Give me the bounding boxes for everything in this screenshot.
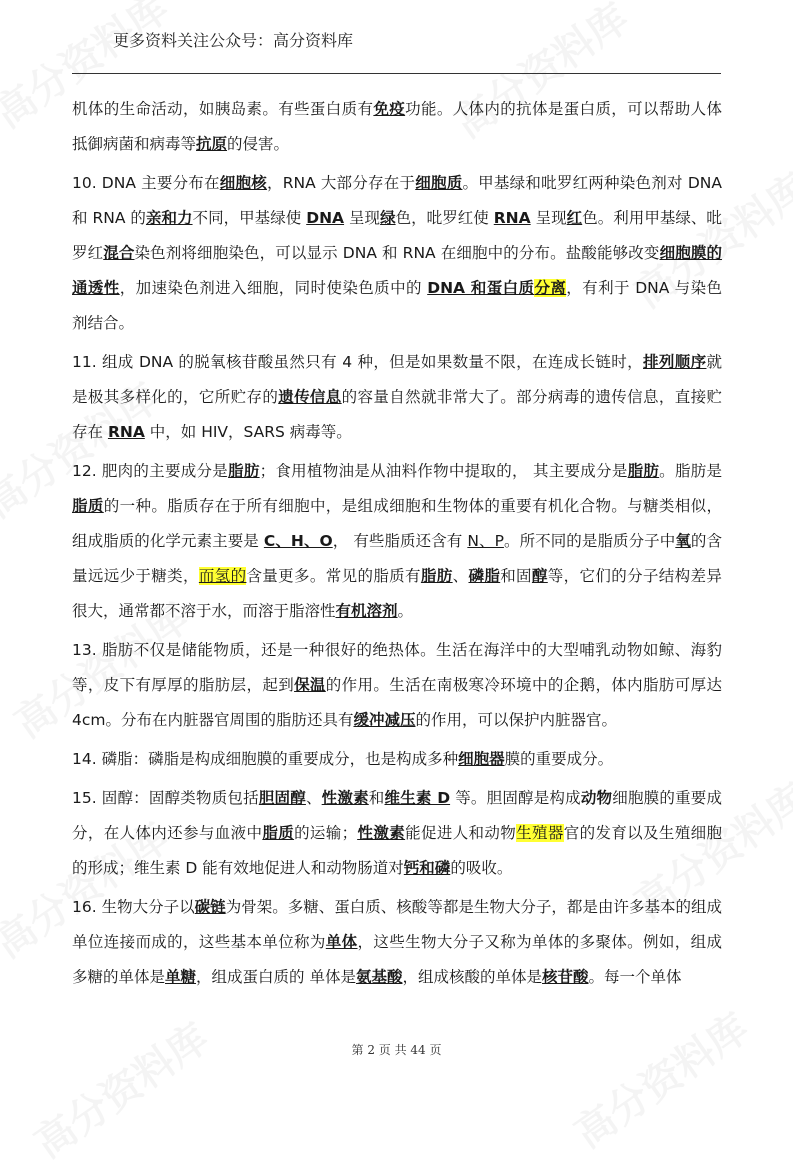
text-run: 11. 组成 DNA 的脱氧核苷酸虽然只有 4 种，但是如果数量不限，在连成长链时， (72, 353, 644, 371)
highlighted-term: 而氢的 (198, 567, 247, 585)
key-term: 性激素 (357, 824, 406, 842)
paragraph (72, 345, 722, 450)
text-run: 、 (305, 789, 322, 807)
watermark (22, 1008, 219, 1169)
key-term: 脂肪 (228, 462, 260, 480)
text-run: ，有利于 DNA 与染色剂结合。 (72, 279, 722, 332)
text-run: 13. 脂肪不仅是储能物质，还是一种很好的绝热体。生活在海洋中的大型哺乳动物如鲸、海豹等，皮下有厚厚的脂肪层，起到 (72, 641, 722, 694)
text-run: 含量更多。常见的脂质有 (246, 567, 421, 585)
text-run: ，组成蛋白质的 单体是 (196, 968, 356, 986)
text-run: 功能。人体内的抗体是蛋白质，可以帮助人体抵御病菌和病毒等 (72, 100, 722, 153)
text-run: 机体的生命活动，如胰岛素。有些蛋白质有 (72, 100, 374, 118)
text-run: 。 (397, 602, 414, 620)
text-run: 、 (452, 567, 469, 585)
key-term: 胆固醇 (258, 789, 306, 807)
key-term: 免疫 (373, 100, 406, 118)
key-term: 细胞质 (415, 174, 463, 192)
key-term: 红 (566, 209, 583, 227)
text-run: 14. 磷脂：磷脂是构成细胞膜的重要成分，也是构成多种 (72, 750, 459, 768)
text-run: ，加速染色剂进入细胞，同时使染色质中的 (119, 279, 428, 297)
key-term: 细胞器 (458, 750, 505, 768)
text-run: ；食用植物油是从油料作物中提取的， 其主要成分是 (259, 462, 628, 480)
paragraph (72, 633, 722, 738)
key-term: 钙和磷 (403, 859, 451, 877)
key-term: 单糖 (165, 968, 197, 986)
text-run: 。甲基绿和吡罗红两种染色剂对 DNA 和 RNA 的 (72, 174, 722, 227)
key-term: 维生素 D (384, 789, 451, 807)
bold-term: 动物 (580, 789, 613, 807)
text-run: 。脂肪是 (659, 462, 722, 480)
text-run: 和 (368, 789, 385, 807)
paragraph (72, 454, 722, 629)
key-term: 性激素 (321, 789, 369, 807)
key-term: 碳链 (194, 898, 226, 916)
text-run: ，RNA 大部分存在于 (266, 174, 416, 192)
text-run: 色，吡罗红使 (395, 209, 494, 227)
key-term: 抗原 (196, 135, 228, 153)
key-term: C、H、O (263, 532, 333, 550)
page-footer: 第 2 页 共 44 页 (351, 1043, 442, 1057)
key-term: DNA (306, 209, 345, 227)
key-term: 脂质 (262, 824, 295, 842)
paragraph (72, 781, 722, 886)
key-term: 细胞膜的通透性 (72, 244, 722, 297)
key-term: 遗传信息 (278, 388, 342, 406)
key-term: 醇 (531, 567, 548, 585)
key-term: N、P (467, 532, 504, 550)
text-run: 的容量自然就非常大了。部分病毒的遗传信息，直接贮存在 (72, 388, 722, 441)
paragraph (72, 742, 722, 777)
text-run: 能促进人和动物 (405, 824, 517, 842)
text-run: 呈现 (344, 209, 381, 227)
text-run: 的侵害。 (227, 135, 290, 153)
key-term: 氧 (675, 532, 691, 550)
text-run: 染色剂将细胞染色，可以显示 DNA 和 RNA 在细胞中的分布。盐酸能够改变 (134, 244, 660, 262)
highlighted-term: 生殖器 (516, 824, 564, 842)
text-run: 的运输； (294, 824, 358, 842)
key-term: 保温 (294, 676, 326, 694)
text-run: 10. DNA 主要分布在 (72, 174, 220, 192)
text-run: ，组成核酸的单体是 (402, 968, 542, 986)
paragraph (72, 166, 722, 341)
document-body (72, 92, 722, 995)
header-rule (72, 73, 721, 74)
key-term: 绿 (380, 209, 396, 227)
key-term: 亲和力 (145, 209, 193, 227)
text-run: 12. 肥肉的主要成分是 (72, 462, 229, 480)
text-run: 的作用。生活在南极寒冷环境中的企鹅，体内脂肪可厚达 4cm。分布在内脏器官周围的脂肪还具有 (72, 676, 722, 729)
page-header: 更多资料关注公众号：高分资料库 (113, 31, 354, 50)
key-term: 排列顺序 (643, 353, 707, 371)
text-run: 和固 (500, 567, 532, 585)
text-run: 官的发育以及生殖细胞的形成；维生素 D 能有效地促进人和动物肠道对 (72, 824, 722, 877)
text-run: 呈现 (530, 209, 567, 227)
text-run: 的作用，可以保护内脏器官。 (415, 711, 618, 729)
key-term: 脂肪 (627, 462, 660, 480)
paragraph (72, 890, 722, 995)
text-run: 的吸收。 (450, 859, 513, 877)
text-run: ， 有些脂质还含有 (332, 532, 468, 550)
text-run: 就是极其多样化的，它所贮存的 (72, 353, 722, 406)
text-run: ，这些生物大分子又称为单体的多聚体。例如，组成多糖的单体是 (72, 933, 722, 986)
text-run: 。所不同的是脂质分子中 (503, 532, 676, 550)
text-run: 不同，甲基绿使 (192, 209, 307, 227)
text-run: 的含量远远少于糖类， (72, 532, 722, 585)
text-run: 细胞膜的重要成分，在人体内还参与血液中 (72, 789, 722, 842)
text-run: 。每一个单体 (588, 968, 682, 986)
watermark (562, 998, 759, 1159)
text-run: 15. 固醇：固醇类物质包括 (72, 789, 259, 807)
text-run: 膜的重要成分。 (504, 750, 614, 768)
key-term: 单体 (325, 933, 358, 951)
key-term: RNA (493, 209, 531, 227)
paragraph (72, 92, 722, 162)
key-term: 磷脂 (468, 567, 501, 585)
key-term: 氨基酸 (355, 968, 403, 986)
key-term: DNA 和蛋白质 (427, 279, 535, 297)
text-run: 16. 生物大分子以 (72, 898, 195, 916)
key-term: RNA (107, 423, 145, 441)
text-run: 色。利用甲基绿、吡罗红 (72, 209, 722, 262)
key-term: 混合 (103, 244, 135, 262)
key-term: 脂质 (72, 497, 104, 515)
text-run: 为骨架。多糖、蛋白质、核酸等都是生物大分子，都是由许多基本的组成单位连接而成的，这些基本单位称为 (72, 898, 722, 951)
key-term: 有机溶剂 (335, 602, 398, 620)
text-run: 等。胆固醇是构成 (450, 789, 581, 807)
key-term: 核苷酸 (542, 968, 589, 986)
text-run: 的一种。脂质存在于所有细胞中，是组成细胞和生物体的重要有机化合物。与糖类相似，组成脂质的化学元素主要是 (72, 497, 722, 550)
key-term: 脂肪 (420, 567, 453, 585)
key-term: 细胞核 (219, 174, 267, 192)
text-run: 等，它们的分子结构差异很大，通常都不溶于水，而溶于脂溶性 (72, 567, 722, 620)
text-run: 中，如 HIV，SARS 病毒等。 (144, 423, 352, 441)
highlighted-term: 分离 (534, 279, 567, 297)
key-term: 缓冲减压 (353, 711, 416, 729)
